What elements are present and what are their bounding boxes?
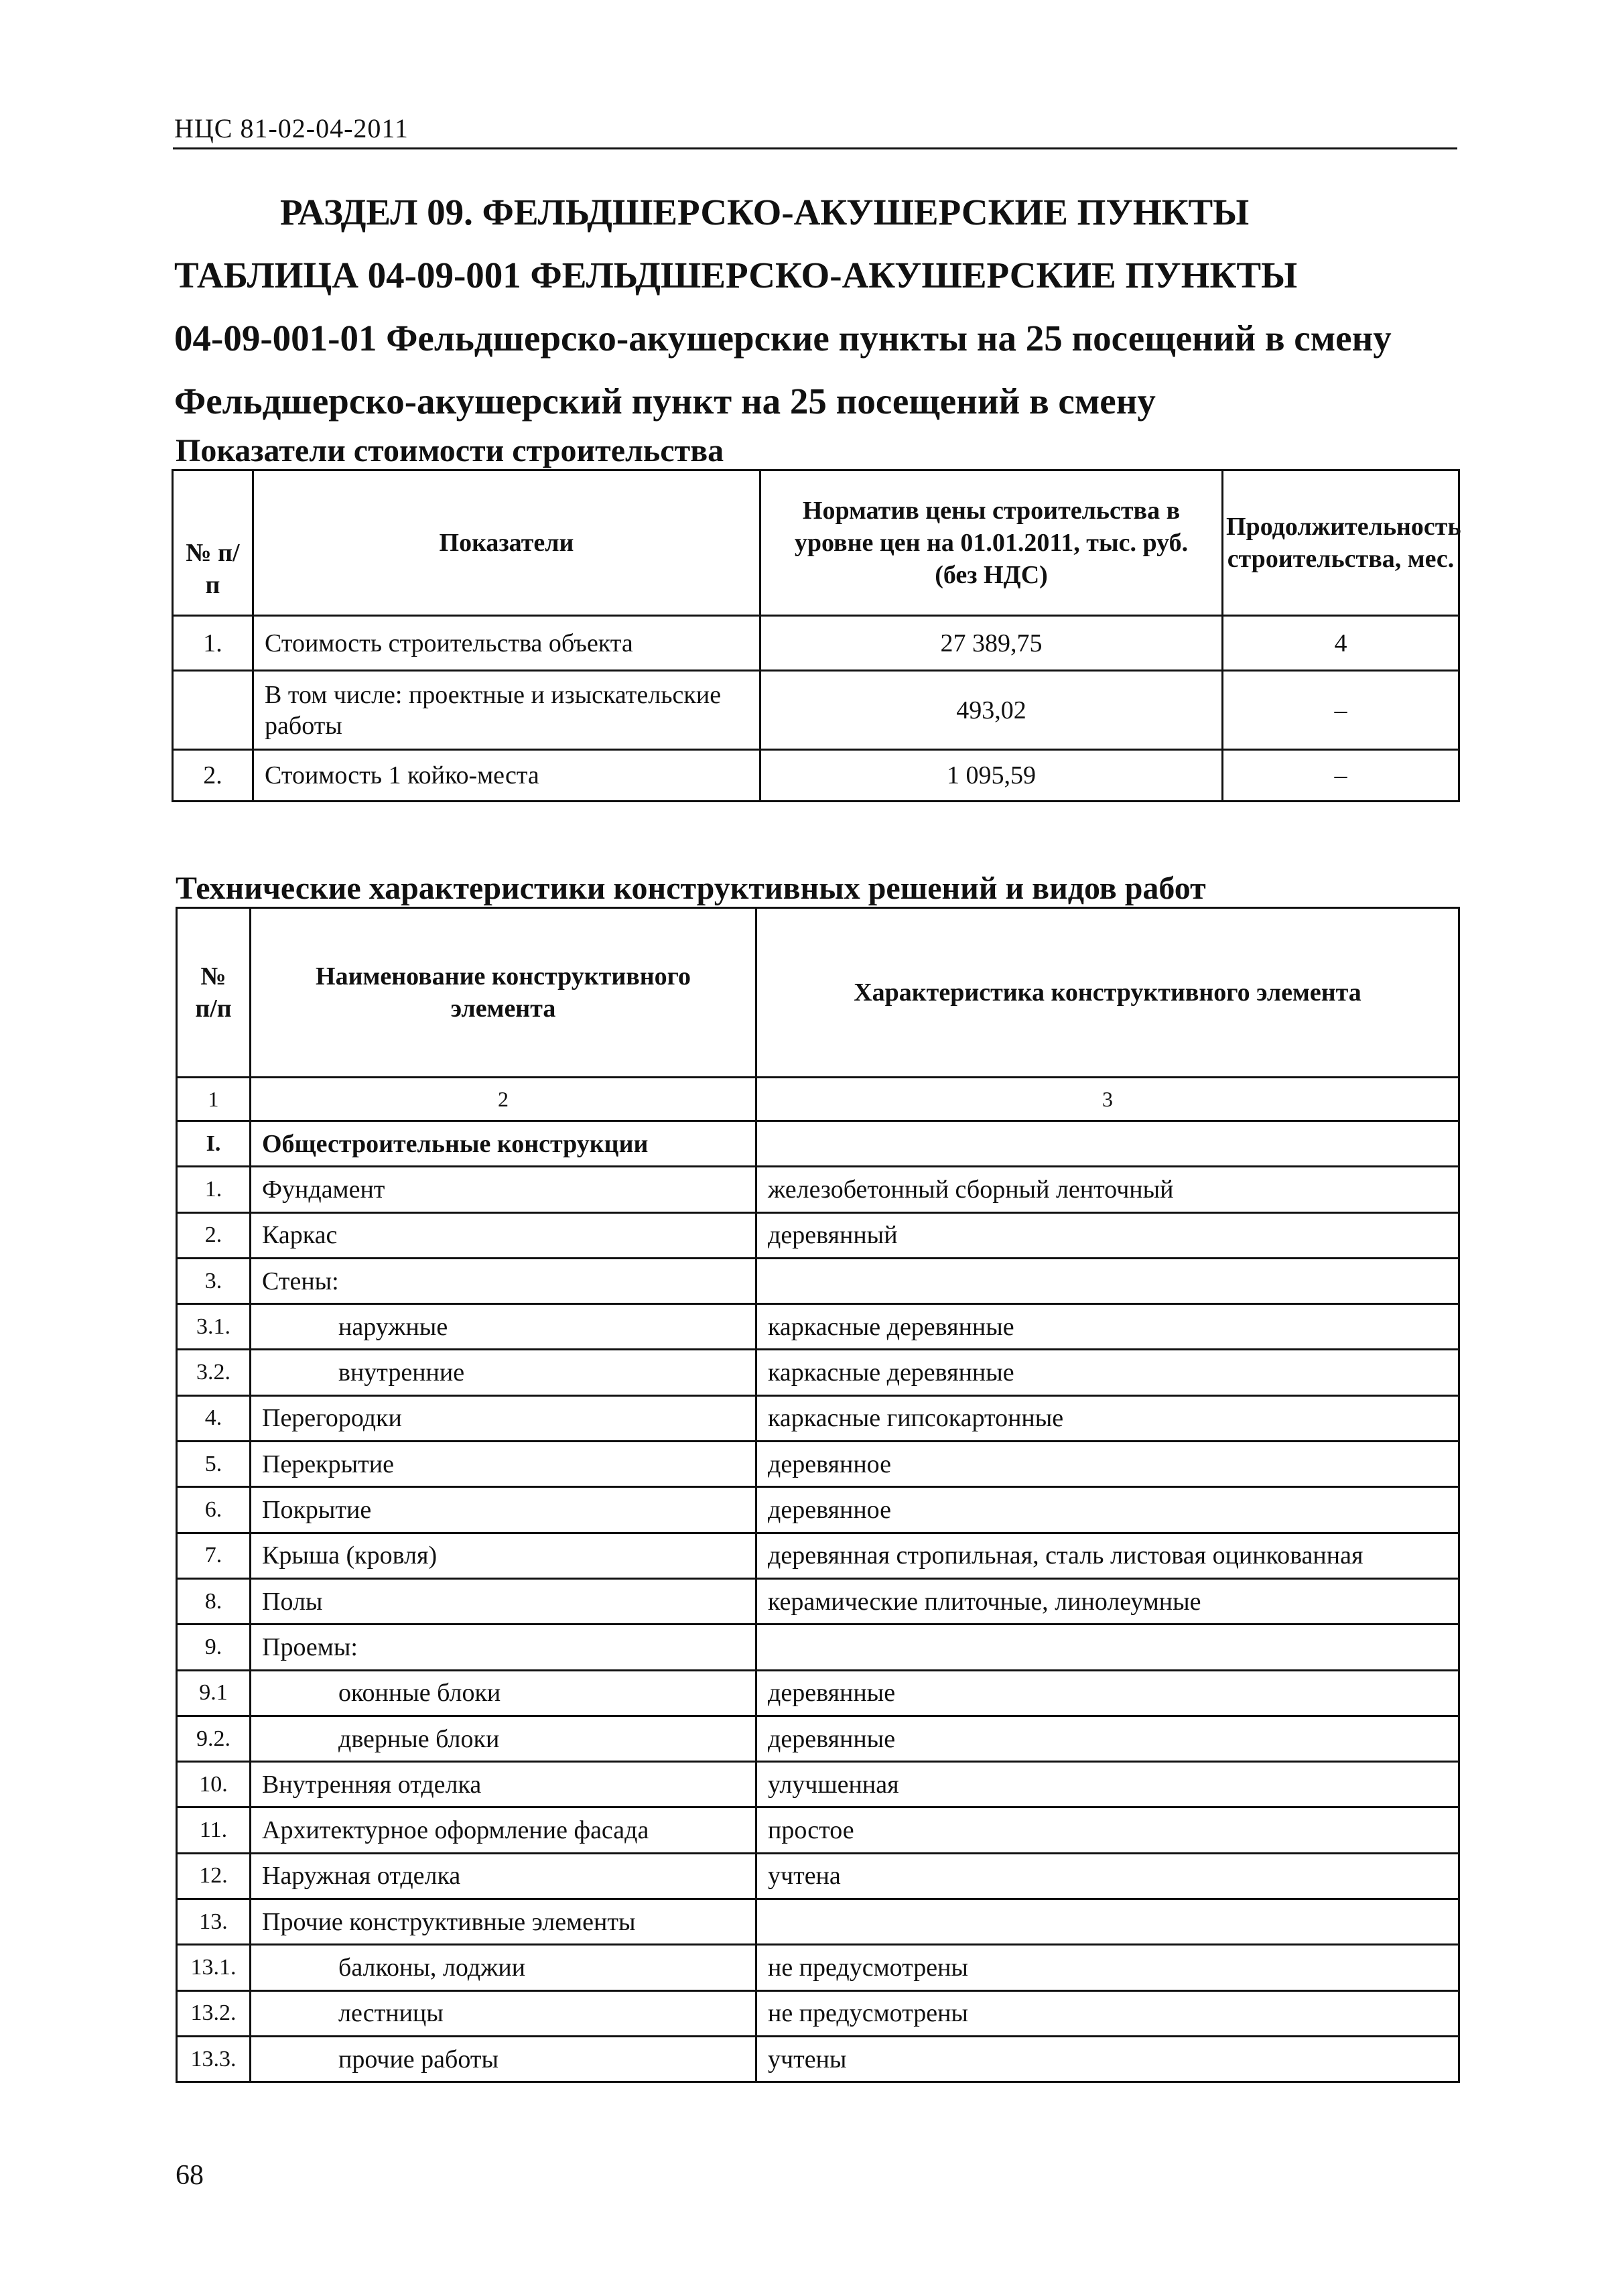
- row-duration: –: [1223, 750, 1459, 802]
- row-num: 13.1.: [177, 1945, 251, 1990]
- table-row: [177, 1945, 1459, 1990]
- document-code: НЦС 81-02-04-2011: [174, 113, 409, 143]
- table-row: [177, 1762, 1459, 1807]
- row-value: деревянное: [756, 1487, 1459, 1533]
- title-block: [174, 181, 1457, 433]
- table-row: [177, 1807, 1459, 1853]
- row-name: Стоимость 1 койко-места: [253, 750, 760, 802]
- table-row: [177, 1350, 1459, 1395]
- row-value: [756, 1899, 1459, 1945]
- header-num: № п/п: [173, 470, 253, 616]
- row-value: деревянное: [756, 1442, 1459, 1487]
- row-num: 9.2.: [177, 1716, 251, 1761]
- table-row: [173, 671, 1459, 750]
- table-row: [177, 1212, 1459, 1258]
- row-num: 2.: [177, 1212, 251, 1258]
- row-name: Внутренняя отделка: [251, 1762, 756, 1807]
- header-characteristic: Характеристика конструктивного элемента: [756, 908, 1459, 1078]
- row-num: 9.: [177, 1624, 251, 1670]
- section-title: РАЗДЕЛ 09. ФЕЛЬДШЕРСКО-АКУШЕРСКИЕ ПУНКТЫ: [280, 192, 1250, 233]
- page-number: 68: [176, 2160, 204, 2191]
- row-name: Перекрытие: [251, 1442, 756, 1487]
- row-value: деревянные: [756, 1716, 1459, 1761]
- header-indicator: Показатели: [253, 470, 760, 616]
- row-num: 2.: [173, 750, 253, 802]
- row-value: каркасные деревянные: [756, 1304, 1459, 1350]
- row-num: 3.1.: [177, 1304, 251, 1350]
- header-duration: Продолжительность строительства, мес.: [1223, 470, 1459, 616]
- row-name: Наружная отделка: [251, 1853, 756, 1899]
- row-name: прочие работы: [251, 2036, 756, 2082]
- row-num: 7.: [177, 1533, 251, 1578]
- table-row: [173, 750, 1459, 802]
- header-num: № п/п: [177, 908, 251, 1078]
- table-row: [177, 1578, 1459, 1624]
- row-value: не предусмотрены: [756, 1945, 1459, 1990]
- row-value: учтены: [756, 2036, 1459, 2082]
- row-name: балконы, лоджии: [251, 1945, 756, 1990]
- tech-table-header-row: [177, 908, 1459, 1078]
- row-price: 1 095,59: [760, 750, 1223, 802]
- row-num: 13.3.: [177, 2036, 251, 2082]
- table-row: [177, 1624, 1459, 1670]
- row-name: наружные: [251, 1304, 756, 1350]
- subtable-title: 04-09-001-01 Фельдшерско-акушерские пункты на 25 посещений в смену: [174, 318, 1392, 359]
- row-value: деревянные: [756, 1670, 1459, 1716]
- row-name: Прочие конструктивные элементы: [251, 1899, 756, 1945]
- row-duration: 4: [1223, 616, 1459, 671]
- row-price: 493,02: [760, 671, 1223, 750]
- row-name: Стены:: [251, 1258, 756, 1303]
- row-name: В том числе: проектные и изыскательские работы: [253, 671, 760, 750]
- column-number: 3: [756, 1078, 1459, 1121]
- row-value: улучшенная: [756, 1762, 1459, 1807]
- row-name: лестницы: [251, 1990, 756, 2036]
- row-name: Полы: [251, 1578, 756, 1624]
- table-row: [177, 1716, 1459, 1761]
- row-value: каркасные гипсокартонные: [756, 1395, 1459, 1441]
- cost-table: [172, 469, 1460, 802]
- row-name: дверные блоки: [251, 1716, 756, 1761]
- cost-table-caption: Показатели стоимости строительства: [176, 433, 724, 468]
- row-num: 1.: [177, 1167, 251, 1212]
- tech-table: [176, 907, 1460, 2083]
- row-value: простое: [756, 1807, 1459, 1853]
- table-row: [173, 616, 1459, 671]
- object-title: Фельдшерско-акушерский пункт на 25 посещений в смену: [174, 381, 1156, 422]
- row-value: учтена: [756, 1853, 1459, 1899]
- table-row: [177, 1167, 1459, 1212]
- row-num: 4.: [177, 1395, 251, 1441]
- row-num: 3.: [177, 1258, 251, 1303]
- row-value: не предусмотрены: [756, 1990, 1459, 2036]
- row-num: 13.2.: [177, 1990, 251, 2036]
- table-row: [177, 1442, 1459, 1487]
- table-row: [177, 1533, 1459, 1578]
- row-value: керамические плиточные, линолеумные: [756, 1578, 1459, 1624]
- row-name: Фундамент: [251, 1167, 756, 1212]
- row-duration: –: [1223, 671, 1459, 750]
- row-value: [756, 1258, 1459, 1303]
- table-row: [177, 1304, 1459, 1350]
- row-value: деревянный: [756, 1212, 1459, 1258]
- row-value: [756, 1121, 1459, 1167]
- row-num: 12.: [177, 1853, 251, 1899]
- row-num: 13.: [177, 1899, 251, 1945]
- row-num: 9.1: [177, 1670, 251, 1716]
- row-num: 10.: [177, 1762, 251, 1807]
- row-num: 1.: [173, 616, 253, 671]
- row-num: 5.: [177, 1442, 251, 1487]
- cost-table-header-row: [173, 470, 1459, 616]
- table-row: [177, 1899, 1459, 1945]
- tech-table-caption: Технические характеристики конструктивных решений и видов работ: [176, 871, 1206, 906]
- table-title: ТАБЛИЦА 04-09-001 ФЕЛЬДШЕРСКО-АКУШЕРСКИЕ ПУНКТЫ: [174, 255, 1298, 296]
- row-value: железобетонный сборный ленточный: [756, 1167, 1459, 1212]
- row-value: [756, 1624, 1459, 1670]
- row-name: Крыша (кровля): [251, 1533, 756, 1578]
- table-row: [177, 1990, 1459, 2036]
- row-name: внутренние: [251, 1350, 756, 1395]
- row-num: 8.: [177, 1578, 251, 1624]
- row-name: Покрытие: [251, 1487, 756, 1533]
- column-number: 1: [177, 1078, 251, 1121]
- row-name: Проемы:: [251, 1624, 756, 1670]
- header-rule: [173, 147, 1457, 149]
- row-name: Стоимость строительства объекта: [253, 616, 760, 671]
- column-numbers-row: [177, 1078, 1459, 1121]
- table-row: [177, 1487, 1459, 1533]
- column-number: 2: [251, 1078, 756, 1121]
- row-price: 27 389,75: [760, 616, 1223, 671]
- table-row: [177, 2036, 1459, 2082]
- row-num: 3.2.: [177, 1350, 251, 1395]
- row-name: Перегородки: [251, 1395, 756, 1441]
- header-element: Наименование конструктивного элемента: [251, 908, 756, 1078]
- row-name: Общестроительные конструкции: [251, 1121, 756, 1167]
- row-num: I.: [177, 1121, 251, 1167]
- header-price: Норматив цены строительства в уровне цен на 01.01.2011, тыс. руб. (без НДС): [760, 470, 1223, 616]
- table-row: [177, 1121, 1459, 1167]
- table-row: [177, 1853, 1459, 1899]
- table-row: [177, 1395, 1459, 1441]
- row-name: оконные блоки: [251, 1670, 756, 1716]
- row-num: 11.: [177, 1807, 251, 1853]
- table-row: [177, 1258, 1459, 1303]
- row-num: [173, 671, 253, 750]
- row-value: деревянная стропильная, сталь листовая оцинкованная: [756, 1533, 1459, 1578]
- row-num: 6.: [177, 1487, 251, 1533]
- row-name: Каркас: [251, 1212, 756, 1258]
- row-name: Архитектурное оформление фасада: [251, 1807, 756, 1853]
- row-value: каркасные деревянные: [756, 1350, 1459, 1395]
- table-row: [177, 1670, 1459, 1716]
